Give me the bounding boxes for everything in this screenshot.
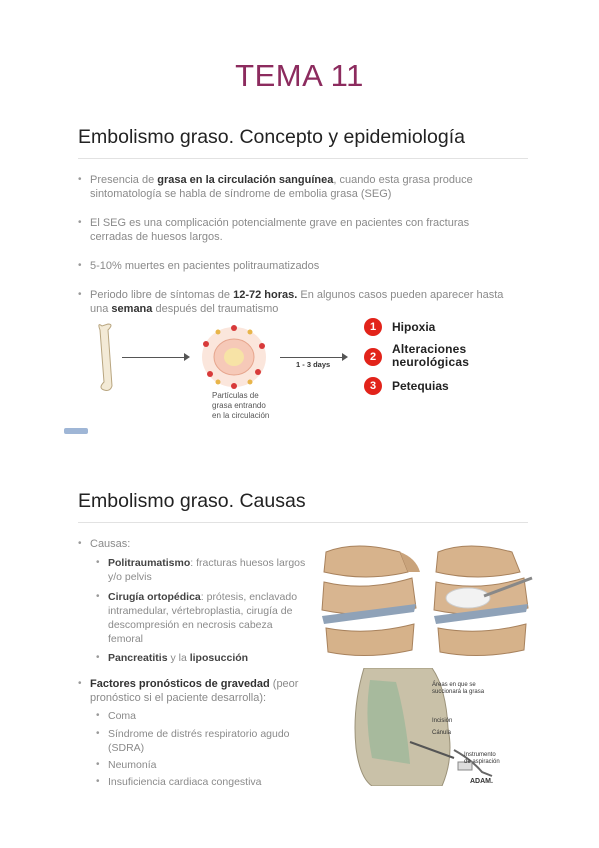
bullet-dot: • [96,728,100,739]
bullet-1: • Presencia de grasa en la circulación sanguínea, cuando esta grasa produce sintomatología se habla de síndrome de embolia grasa (SEG) [78,174,473,200]
arrow-label: 1 - 3 days [296,360,331,369]
bullet-dot: • [96,652,100,663]
label-instrumento: Instrumento de aspiración [464,752,500,765]
slide-marker [64,428,88,434]
bullet-4: • Periodo libre de síntomas de 12-72 horas. En algunos casos pueden aparecer hasta una semana después del traumatismo [78,289,504,315]
bullet-dot: • [96,776,100,787]
factor-3: • Neumonía [96,759,157,771]
bone-icon [92,322,122,392]
factor-4: • Insuficiencia cardiaca congestiva [96,776,262,788]
label-canula: Cánula [432,730,452,736]
item-label: Hipoxia [392,320,436,334]
vessel-illustration [196,324,272,390]
bullet-2: • El SEG es una complicación potencialmente grave en pacientes con fracturas cerradas de huesos largos. [78,217,470,243]
divider [78,522,528,523]
section1-heading: Embolismo graso. Concepto y epidemiología [78,126,465,148]
bullet-dot: • [96,557,100,568]
arrowhead-icon [184,353,190,361]
item-label: Alteraciones neurológicas [392,342,470,369]
arrow [122,357,188,358]
number-badge: 3 [364,377,382,395]
vertebra-fracture-illustration [316,538,424,662]
number-badge: 2 [364,348,382,366]
bullet-dot: • [78,289,82,300]
label-area: Áreas en que se succionará la grasa [432,682,485,695]
arrow [280,357,342,358]
factor-1: • Coma [96,710,137,722]
number-badge: 1 [364,318,382,336]
adam-logo: ADAM. [470,778,493,785]
divider [78,158,528,159]
bullet-dot: • [78,678,82,689]
cause-1: • Politraumatismo: fracturas huesos largos y/o pelvis [96,557,306,583]
bullet-3: • 5-10% muertes en pacientes politraumatizados [78,260,320,272]
section2-heading: Embolismo graso. Causas [78,490,306,512]
bullet-dot: • [96,591,100,602]
bullet-dot: • [78,217,82,228]
page-title: TEMA 11 [235,58,364,93]
bullet-dot: • [96,759,100,770]
cause-3: • Pancreatitis y la liposucción [96,652,249,664]
factor-2: • Síndrome de distrés respiratorio agudo (SDRA) [96,728,290,754]
bullet-factores: • Factores pronósticos de gravedad (peor pronóstico si el paciente desarrolla): [78,678,299,704]
figure-caption: Partículas de grasa entrando en la circulación [212,391,270,420]
bullet-dot: • [78,538,82,549]
arrowhead-icon [342,353,348,361]
cause-2: • Cirugía ortopédica: prótesis, enclavado intramedular, vértebroplastia, cirugía de descompresión en necrosis cabeza femoral [96,591,298,645]
bullet-dot: • [96,710,100,721]
vertebroplasty-illustration [428,538,536,662]
item-label: Petequias [392,379,449,393]
bullet-dot: • [78,174,82,185]
label-incision: Incisión [432,718,453,724]
bullet-dot: • [78,260,82,271]
bullet-causas: • Causas: [78,538,131,550]
